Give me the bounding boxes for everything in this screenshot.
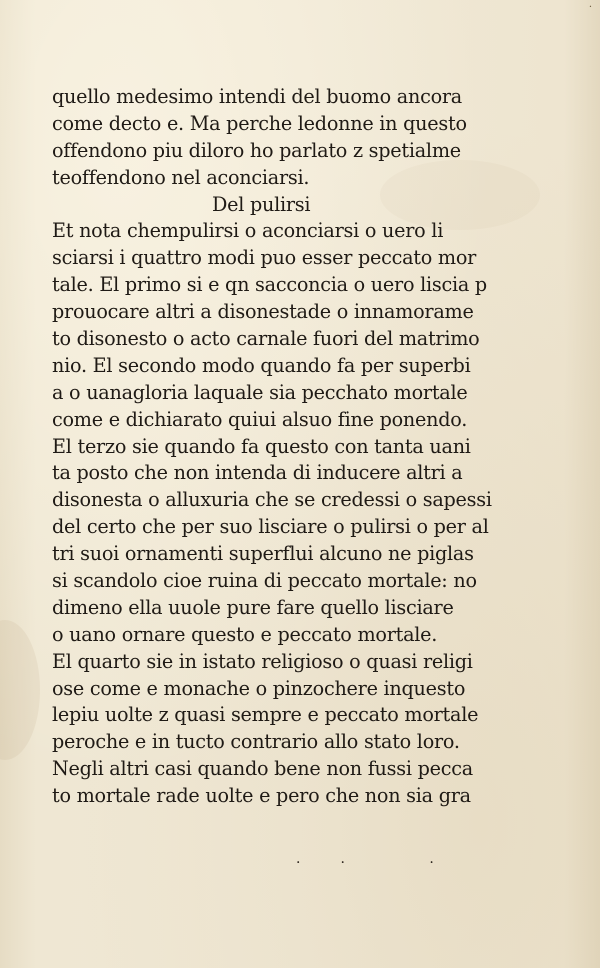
text-line: a o uanagloria laquale sia pecchato mortale (52, 380, 468, 404)
section-heading: Del pulirsi (212, 192, 311, 216)
text-line: o uano ornare questo e peccato mortale. (52, 622, 438, 646)
text-line: ose come e monache o pinzochere inquesto (52, 676, 466, 700)
text-line: tri suoi ornamenti superflui alcuno ne piglas (52, 542, 474, 566)
text-line: del certo che per suo lisciare o pulirsi o per al (52, 515, 489, 539)
text-line: come decto e. Ma perche ledonne in questo (52, 111, 467, 135)
text-line: nio. El secondo modo quando fa per superbi (52, 353, 471, 377)
text-line: prouocare altri a disonestade o innamorame (52, 300, 474, 324)
text-line: come e dichiarato quiui alsuo fine ponendo. (52, 407, 468, 431)
text-line: Negli altri casi quando bene non fussi pecca (52, 757, 473, 781)
text-line: lepiu uolte z quasi sempre e peccato mortale (52, 703, 479, 727)
text-line: teoffendono nel aconciarsi. (52, 165, 310, 189)
paper-stain (0, 620, 40, 760)
text-line: si scandolo cioe ruina di peccato mortale: no (52, 569, 477, 593)
text-line: tale. El primo si e qn sacconcia o uero liscia p (52, 273, 487, 297)
text-line: quello medesimo intendi del buomo ancora (52, 85, 462, 108)
corner-mark: · (588, 2, 592, 13)
text-line: disonesta o alluxuria che se credessi o sapessi (52, 488, 492, 512)
signature-marks: ·· · (296, 855, 474, 871)
text-line: Et nota chempulirsi o aconciarsi o uero li (52, 219, 444, 243)
text-line: peroche e in tucto contrario allo stato loro. (52, 730, 460, 754)
text-line: sciarsi i quattro modi puo esser peccato mor (52, 246, 477, 270)
text-line: dimeno ella uuole pure fare quello lisciare (52, 595, 454, 619)
text-column (52, 84, 492, 810)
text-line: offendono piu diloro ho parlato z spetialme (52, 138, 461, 162)
text-line: to mortale rade uolte e pero che non sia gra (52, 784, 471, 808)
text-line: El terzo sie quando fa questo con tanta uani (52, 434, 471, 458)
text-line: El quarto sie in istato religioso o quasi religi (52, 649, 473, 673)
text-line: ta posto che non intenda di inducere altri a (52, 461, 463, 485)
text-line: to disonesto o acto carnale fuori del matrimo (52, 327, 480, 351)
